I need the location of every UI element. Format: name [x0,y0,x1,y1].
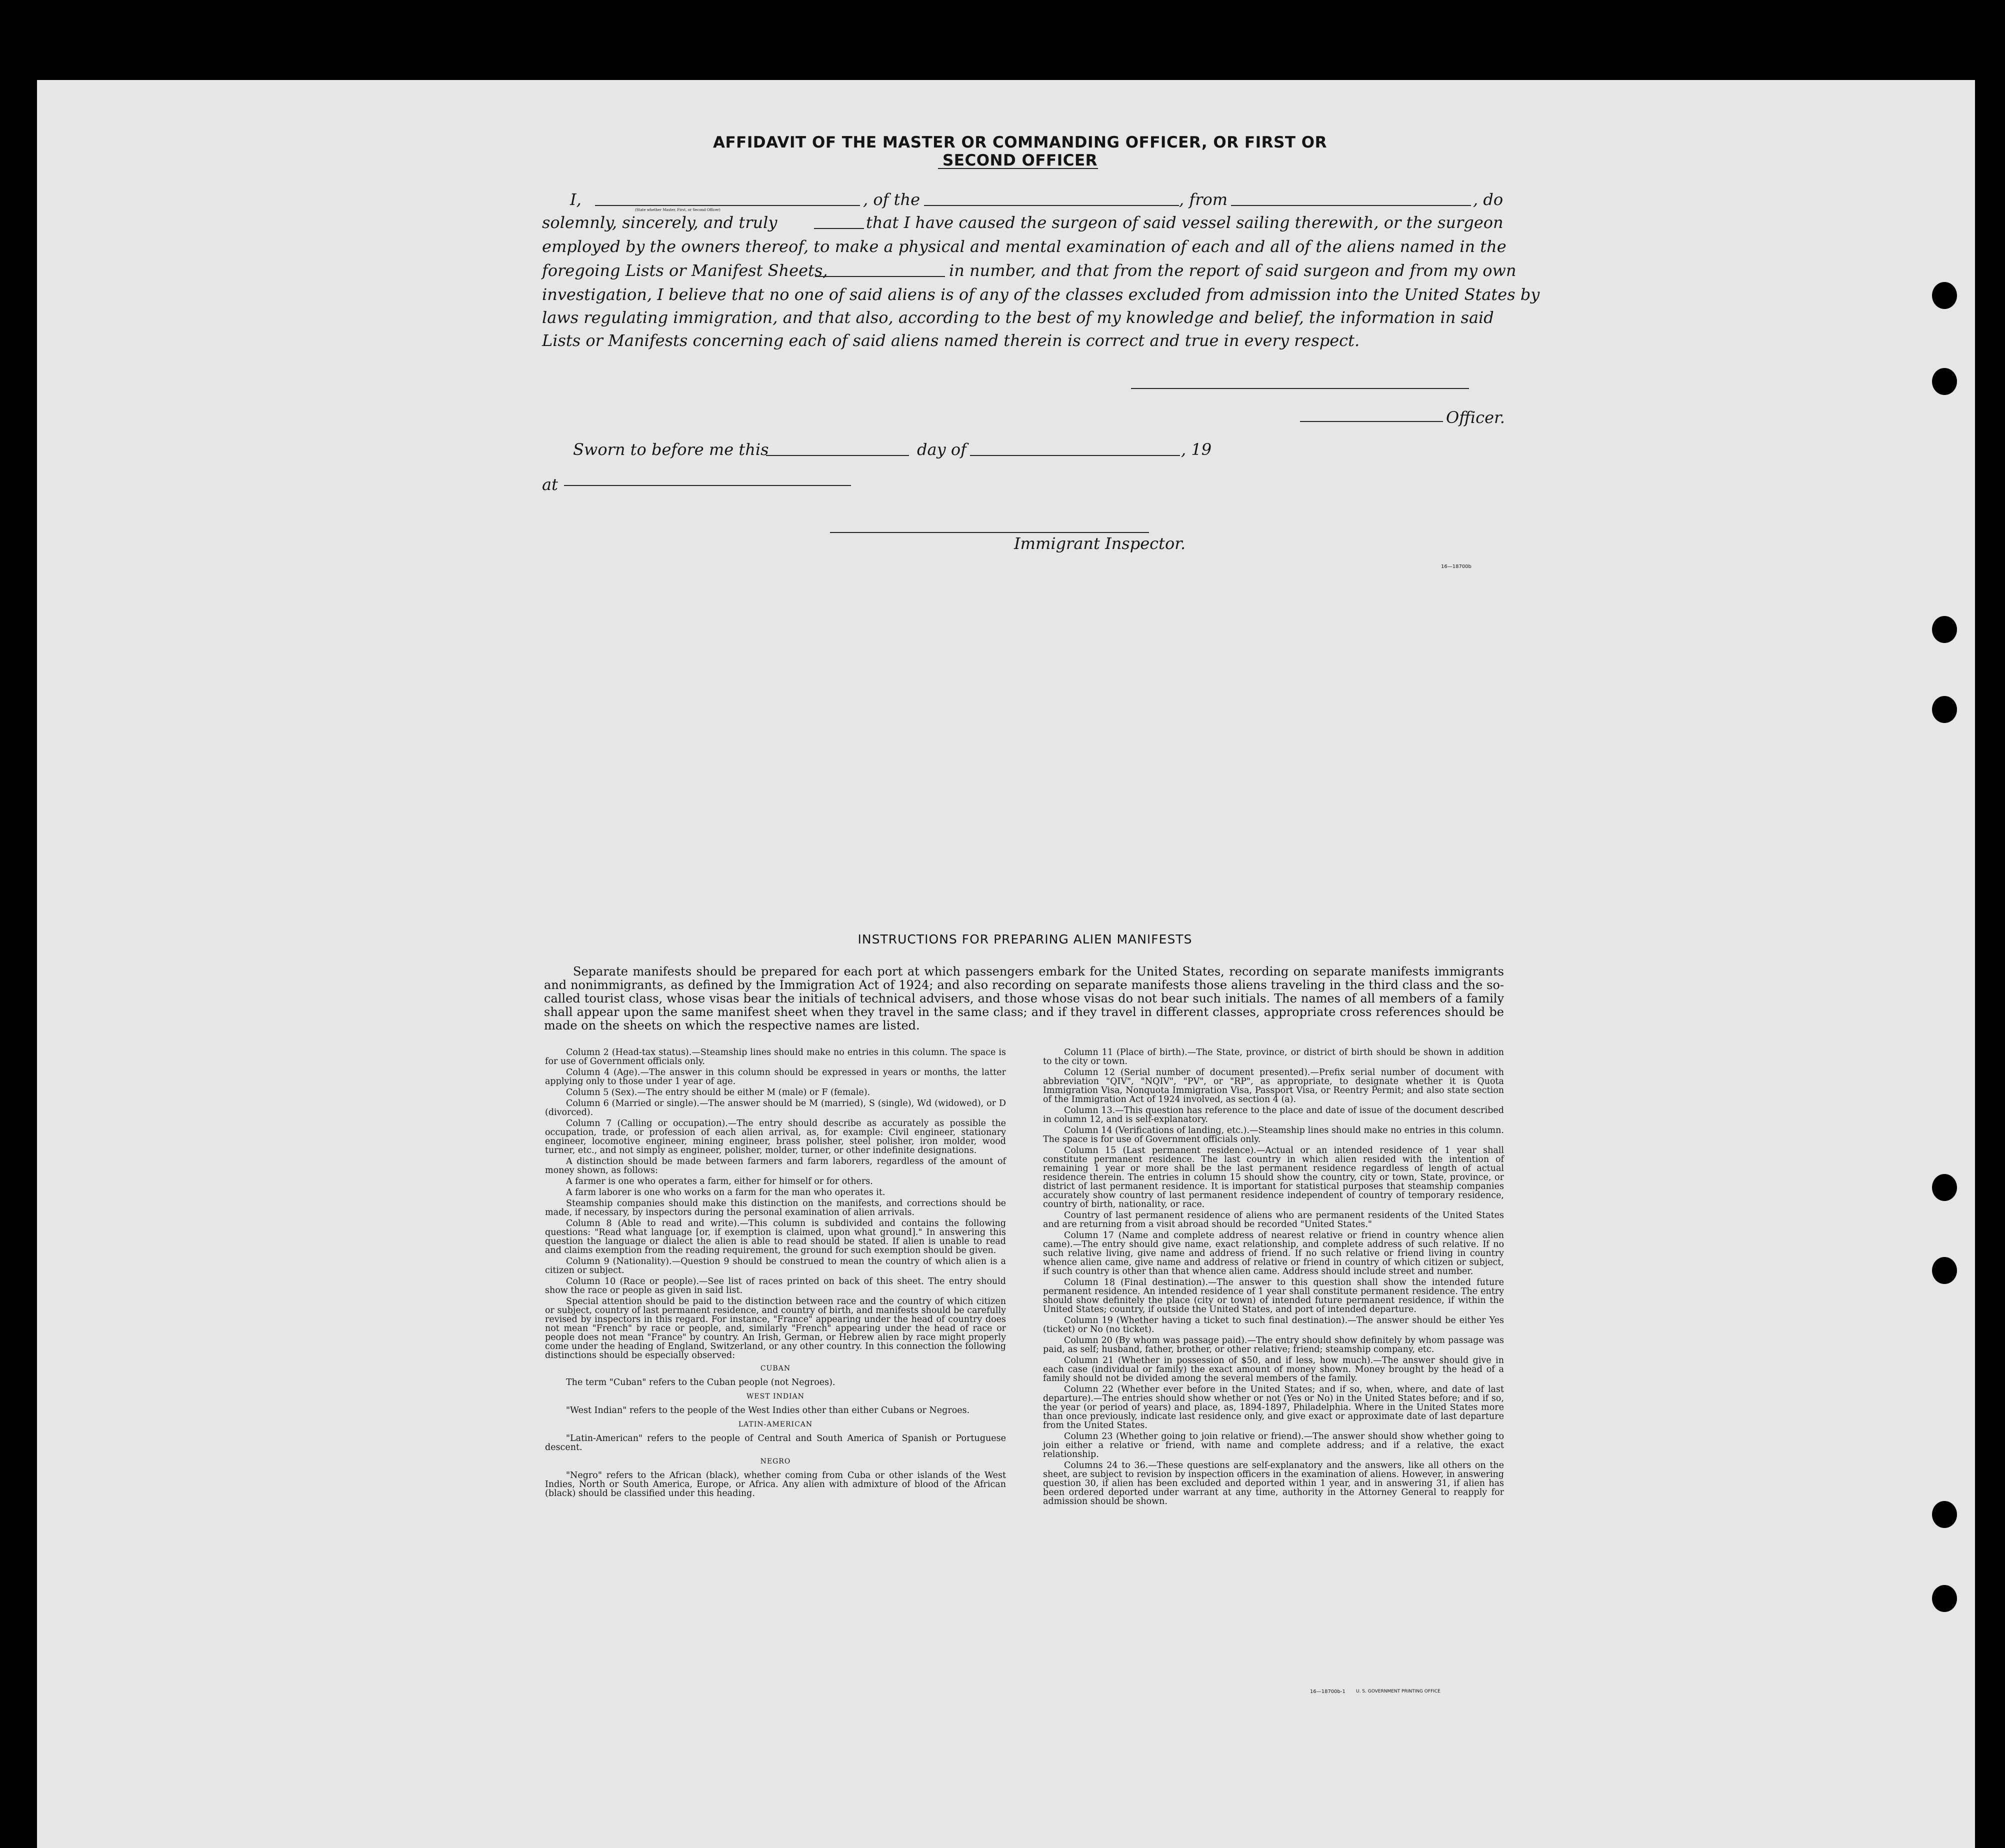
punch-hole [1932,368,1957,395]
affidavit-line2a: solemnly, sincerely, and truly [542,213,778,232]
title-underline [938,168,1098,169]
instruction-paragraph: Special attention should be paid to the distinction between race and the country of which citizen or subject, country of last permanent residence, and country of birth, and manifests should be carefully revised by inspectors in this regard. For instance, "France" appearing under the head of country does not mean "French" by race or people, and, similarly "French" appearing under the head of race or people does not mean "France" by country. An Irish, German, or Hebrew alien by race might properly come under the heading of England, Switzerland, or any other country. In this connection the following distinctions should be especially observed: [545,1296,1006,1360]
day-of-text: day of [917,440,966,459]
instruction-paragraph: Column 15 (Last permanent residence).—Actual or an intended residence of 1 year shall constitute permanent residence. The last country in which alien resided with the intention of remaining 1 year or more shall be the last permanent residence regardless of length of actual residence therein. The entries in column 15 should show the country, city or town, State, province, or district of last permanent residence. It is important for statistical purposes that steamship companies accurately show country of last permanent residence independent of country of temporary residence, country of birth, nationality, or race. [1043,1146,1504,1210]
affidavit-title: AFFIDAVIT OF THE MASTER OR COMMANDING OFFICER, OR FIRST OR SECOND OFFICER [713,134,1327,170]
instruction-paragraph: Steamship companies should make this distinction on the manifests, and corrections should be made, if necessary, by inspectors during the personal examination of alien arrivals. [545,1198,1006,1218]
affidavit-line6: laws regulating immigration, and that also, according to the best of my knowledge and belief, the information in said [542,308,1494,327]
punch-hole [1932,1501,1957,1528]
instruction-paragraph: Column 9 (Nationality).—Question 9 should be construed to mean the country of which alien is a citizen or subject. [545,1256,1006,1276]
rank-note: (State whether Master, First, or Second Officer) [635,208,720,212]
instruction-paragraph: A farmer is one who operates a farm, either for himself or for others. [566,1176,873,1186]
negro-definition: "Negro" refers to the African (black), whether coming from Cuba or other islands of the West Indies, North or South America, Europe, or Africa. Any alien with admixture of blood of the African (black) should be classified under this heading. [545,1470,1006,1498]
instructions-title: INSTRUCTIONS FOR PREPARING ALIEN MANIFESTS [858,932,1192,946]
instruction-paragraph: Column 19 (Whether having a ticket to such final destination).—The answer should be either Yes (ticket) or No (no ticket). [1043,1316,1504,1334]
instruction-paragraph: Column 22 (Whether ever before in the United States; and if so, when, where, and date of last departure).—The entries should show whether or not (Yes or No) in the United States before; and if so, the year (or period of years) and place, as, 1894-1897, Philadelphia. Where in the United States more than once previously, indicate last residence only, and give exact or approximate date of last departure from the United States. [1043,1384,1504,1430]
affidavit-of-the: , of the [863,190,920,209]
punch-hole [1932,616,1957,643]
west-indian-definition: "West Indian" refers to the people of the West Indies other than either Cubans or Negroes. [566,1406,970,1416]
instruction-paragraph: Column 12 (Serial number of document presented).—Prefix serial number of document with abbreviation "QIV", "NQIV", "PV", or "RP", as appropriate, to designate whether it is Quota Immigration Visa, Nonquota Immigration Visa, Passport Visa, or Reentry Permit; and also state section of the Immigration Act of 1924 involved, as section 4 (a). [1043,1068,1504,1104]
instruction-paragraph: Column 11 (Place of birth).—The State, province, or district of birth should be shown in addition to the city or town. [1043,1048,1504,1066]
blank-sworn-month[interactable] [970,455,1180,456]
affidavit-line2b: that I have caused the surgeon of said vessel sailing therewith, or the surgeon [866,213,1504,232]
affidavit-line3: employed by the owners thereof, to make a physical and mental examination of each and all of the aliens named in the [542,237,1506,256]
instructions-right-column [1043,1048,1504,1508]
instructions-left-column [545,1048,1006,1500]
blank-sheet-count[interactable] [815,276,945,277]
cuban-heading: CUBAN [760,1364,791,1372]
punch-hole [1932,696,1957,723]
instruction-paragraph: A farm laborer is one who works on a farm for the man who operates it. [566,1188,886,1198]
blank-from-port[interactable] [1231,205,1471,206]
year-text: , 19 [1181,440,1212,459]
instruction-paragraph: Column 2 (Head-tax status).—Steamship lines should make no entries in this column. The space is for use of Government officials only. [545,1048,1006,1066]
instruction-paragraph: Column 23 (Whether going to join relative or friend).—The answer should show whether going to join either a relative or friend, with name and complete address; and if a relative, the exact relationship. [1043,1432,1504,1460]
instruction-paragraph: Column 18 (Final destination).—The answer to this question shall show the intended future permanent residence. An intended residence of 1 year shall constitute permanent residence. The entry should show definitely the place (city or town) of intended future permanent residence, if within the United States; country, if outside the United States, and port of intended departure. [1043,1278,1504,1314]
punch-hole [1932,1585,1957,1612]
inspector-label: Immigrant Inspector. [1014,534,1186,553]
blank-officer-rank[interactable] [595,205,860,206]
instruction-paragraph: Column 6 (Married or single).—The answer should be M (married), S (single), Wd (widowed), or D (divorced). [545,1098,1006,1118]
affidavit-do: , do [1473,190,1504,209]
west-indian-heading: WEST INDIAN [746,1392,804,1400]
latin-american-definition: "Latin-American" refers to the people of Central and South America of Spanish or Portuguese descent. [545,1434,1006,1452]
affidavit-i: I, [570,190,582,209]
affidavit-form-number: 16—18700b [1441,564,1472,570]
blank-sailing-date[interactable] [814,228,864,229]
instruction-paragraph: Column 8 (Able to read and write).—This column is subdivided and contains the following questions: "Read what language [or, if exemption is claimed, upon what ground]." In answering this question the language or dialect the alien is able to read should be stated. If alien is unable to read and claims exemption from the reading requirement, the ground for such exemption should be given. [545,1218,1006,1256]
instruction-paragraph: Column 21 (Whether in possession of $50, and if less, how much).—The answer should give in each case (individual or family) the exact amount of money shown. Money brought by the head of a family should not be divided among the several members of the family. [1043,1356,1504,1384]
affidavit-line7: Lists or Manifests concerning each of said aliens named therein is correct and true in every respect. [542,331,1360,350]
cuban-definition: The term "Cuban" refers to the Cuban people (not Negroes). [566,1378,836,1388]
instruction-paragraph: Column 10 (Race or people).—See list of races printed on back of this sheet. The entry should show the race or people as given in said list. [545,1276,1006,1296]
officer-signature-line[interactable] [1131,388,1469,389]
blank-vessel-name[interactable] [924,205,1179,206]
affidavit-from: , from [1179,190,1228,209]
affidavit-line5: investigation, I believe that no one of said aliens is of any of the classes excluded from admission into the United States by [542,285,1540,304]
blank-sworn-place[interactable] [564,485,851,486]
instruction-paragraph: Column 4 (Age).—The answer in this column should be expressed in years or months, the latter applying only to those under 1 year of age. [545,1068,1006,1086]
instruction-paragraph: Column 14 (Verifications of landing, etc.).—Steamship lines should make no entries in this column. The space is for use of Government officials only. [1043,1126,1504,1144]
officer-label: Officer. [1446,408,1505,427]
negro-heading: NEGRO [760,1458,791,1466]
instruction-paragraph: A distinction should be made between farmers and farm laborers, regardless of the amount of money shown, as follows: [545,1156,1006,1176]
punch-hole [1932,282,1957,309]
footer-printing-office: U. S. GOVERNMENT PRINTING OFFICE [1356,1689,1440,1694]
instruction-paragraph: Country of last permanent residence of aliens who are permanent residents of the United States and are returning from a visit abroad should be recorded "United States." [1043,1210,1504,1230]
latin-american-heading: LATIN-AMERICAN [738,1420,813,1428]
instruction-paragraph: Columns 24 to 36.—These questions are self-explanatory and the answers, like all others on the sheet, are subject to revision by inspection officers in the examination of aliens. However, in answering question 30, if alien has been excluded and deported within 1 year, and in answering 31, if alien has been ordered deported under warrant at any time, authority in the Attorney General to reapply for admission should be shown. [1043,1460,1504,1506]
affidavit-line4a: foregoing Lists or Manifest Sheets, [542,261,828,280]
inspector-signature-line[interactable] [830,532,1149,533]
blank-sworn-day[interactable] [766,455,909,456]
sworn-text: Sworn to before me this [573,440,769,459]
officer-title-line[interactable] [1300,421,1443,422]
footer-form-number: 16—18700b-1 [1310,1689,1346,1694]
at-text: at [542,475,558,494]
instruction-paragraph: Column 7 (Calling or occupation).—The entry should describe as accurately as possible the occupation, trade, or profession of each alien arrival, as, for example: Civil engineer, stationary engineer, locomotive engineer, mining engineer, brass polisher, steel polisher, iron molder, wood turner, etc., and not simply as engineer, polisher, molder, turner, or other indefinite designations. [545,1118,1006,1156]
punch-hole [1932,1174,1957,1201]
affidavit-line4b: in number, and that from the report of said surgeon and from my own [949,261,1516,280]
instruction-paragraph: Column 13.—This question has reference to the place and date of issue of the document described in column 12, and is self-explanatory. [1043,1106,1504,1124]
instruction-paragraph: Column 17 (Name and complete address of nearest relative or friend in country whence alien came).—The entry should give name, exact relationship, and complete address of such relative. If no such relative living, give name and address of friend. If no such relative or friend living in country whence alien came, give name and address of relative or friend in country of which citizen or subject, if such country is other than that whence alien came. Address should include street and number. [1043,1230,1504,1276]
instruction-paragraph: Column 20 (By whom was passage paid).—The entry should show definitely by whom passage was paid, as self; husband, father, brother, or other relative; friend; steamship company, etc. [1043,1336,1504,1354]
instruction-paragraph: Column 5 (Sex).—The entry should be either M (male) or F (female). [566,1088,870,1098]
instructions-intro: Separate manifests should be prepared for each port at which passengers embark for the United States, recording on separate manifests immigrants and nonimmigrants, as defined by the Immigration Act of 1924; and also recording on separate manifests those aliens traveling in the third class and the so-called tourist class, whose visas bear the initials of technical advisers, and those whose visas do not bear such initials. The names of all members of a family shall appear upon the same manifest sheet when they travel in the same class; and if they travel in different classes, appropriate cross references should be made on the sheets on which the respective names are listed. [544,964,1504,1032]
punch-hole [1932,1257,1957,1284]
